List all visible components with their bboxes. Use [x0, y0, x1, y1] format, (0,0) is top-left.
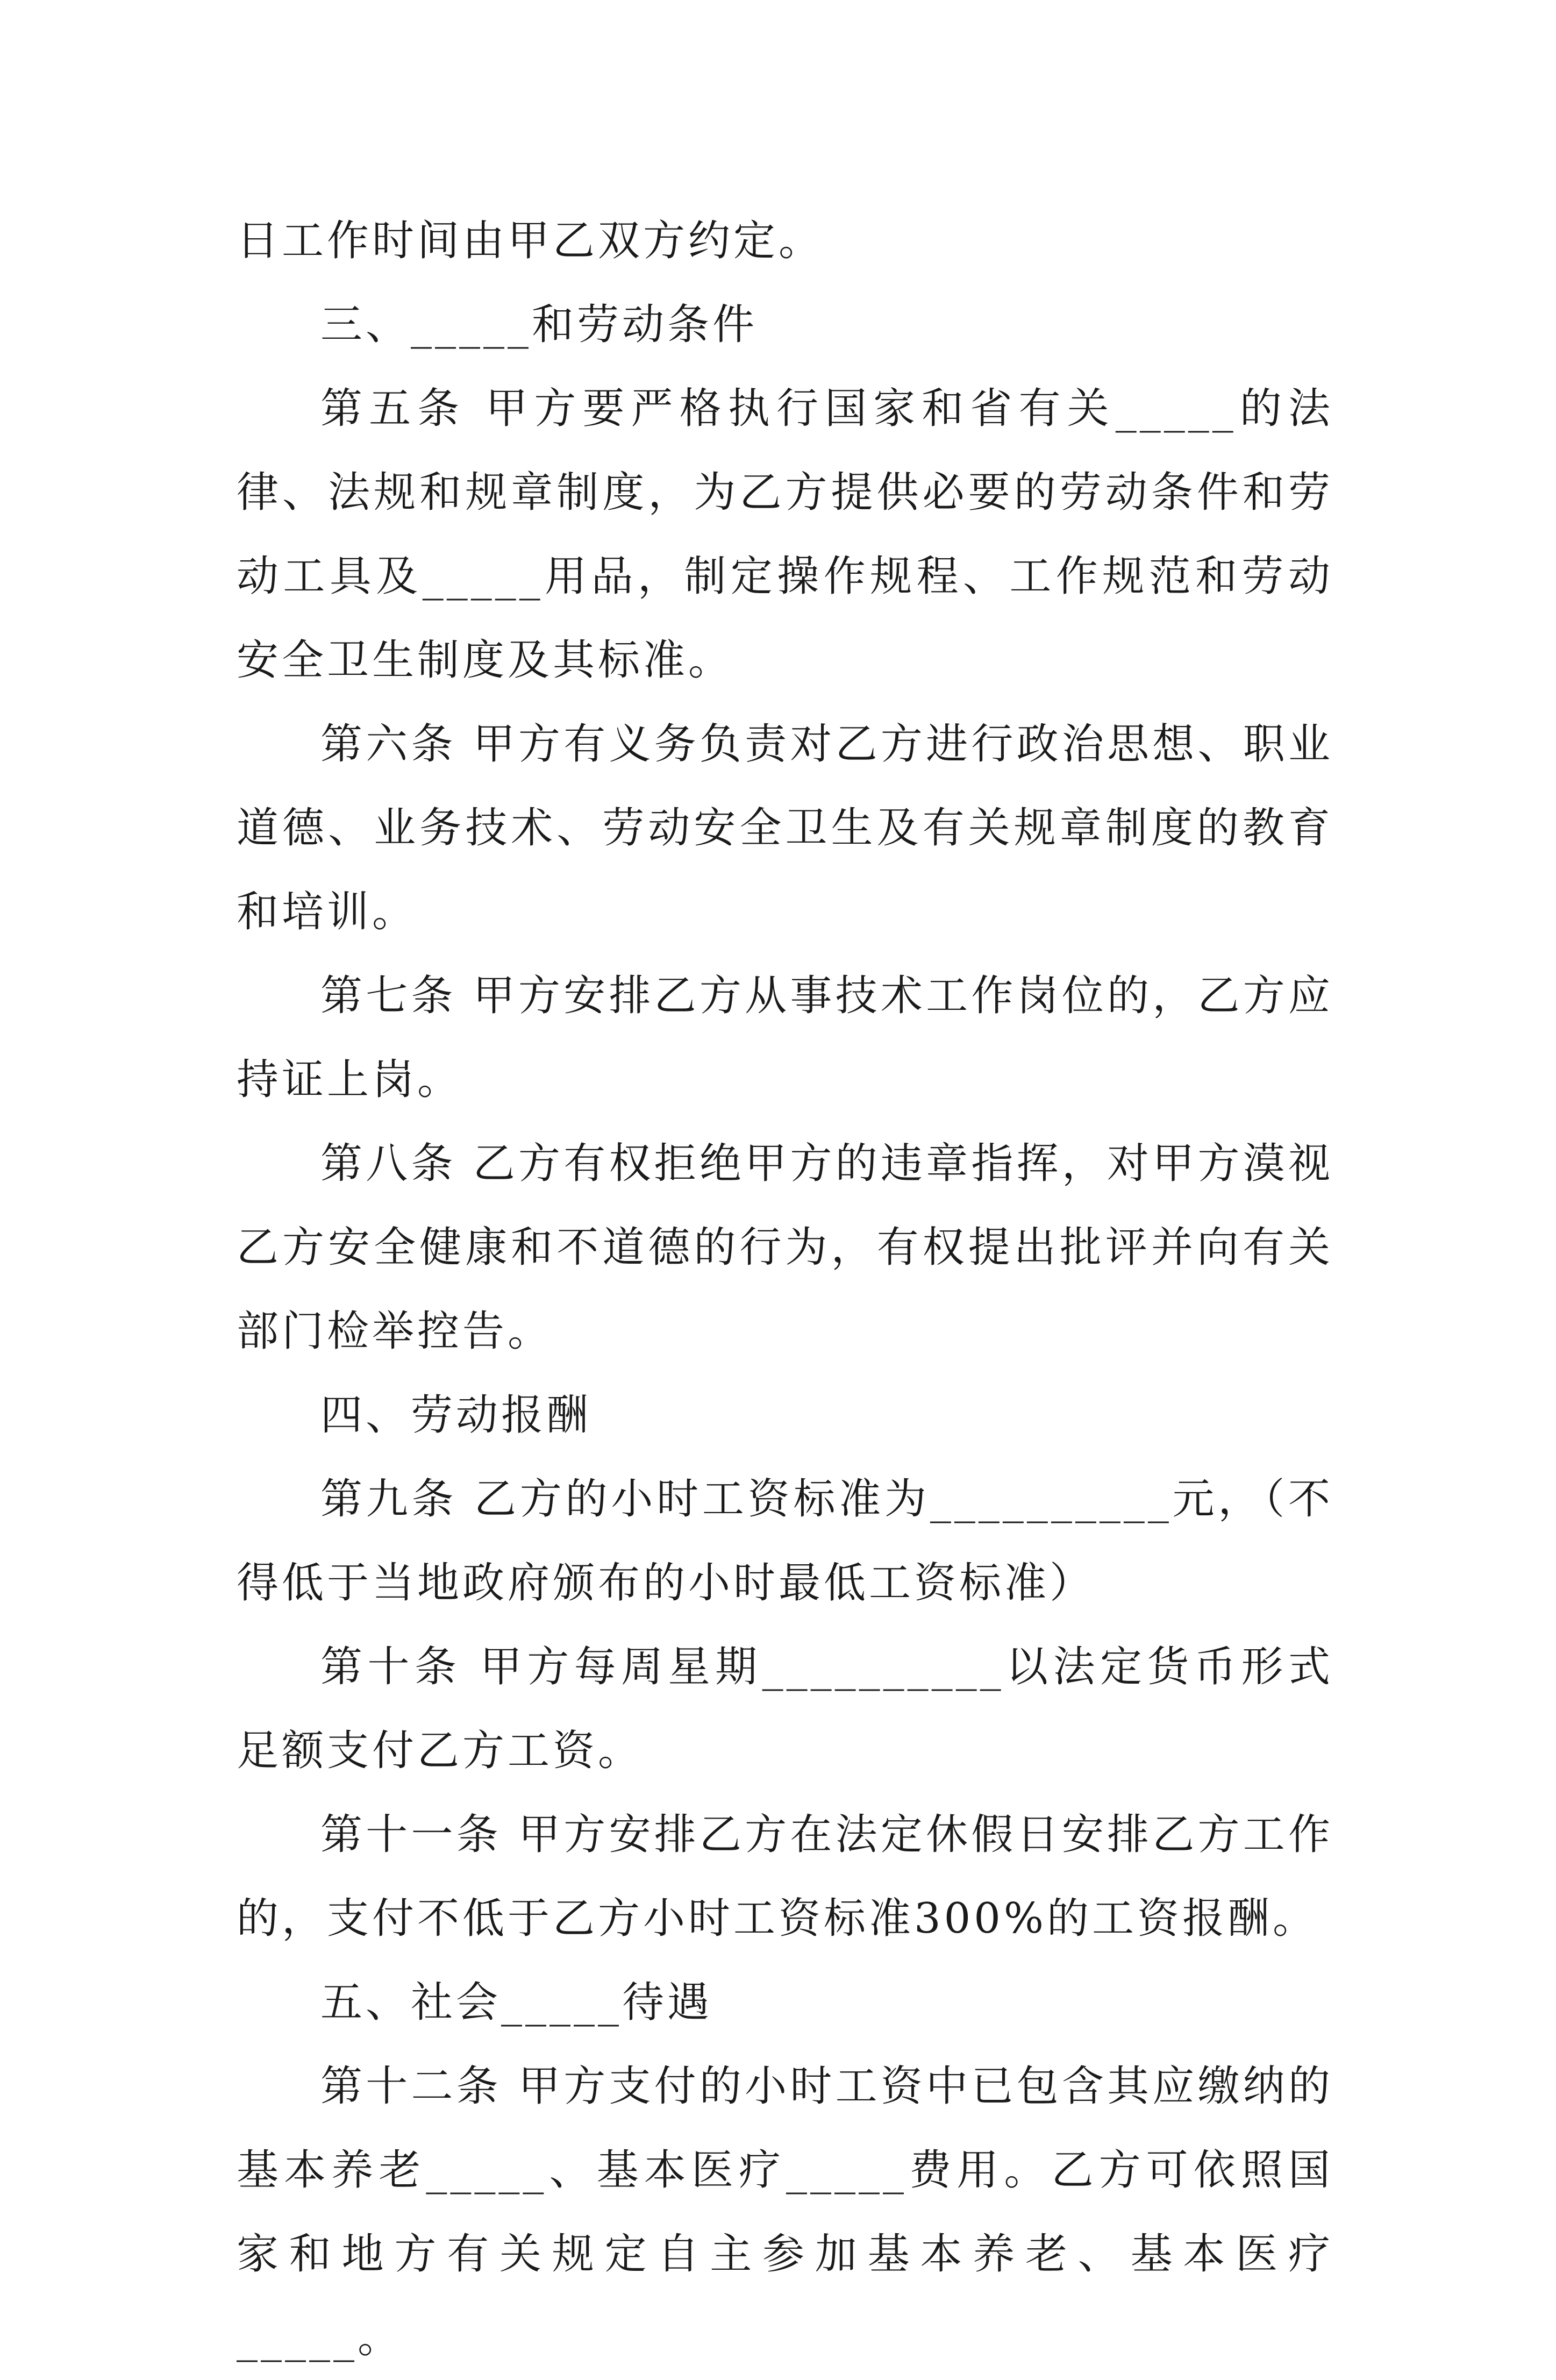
article-12: 第十二条 甲方支付的小时工资中已包含其应缴纳的基本养老_____、基本医疗_____费用。乙方可依照国家和地方有关规定自主参加基本养老、基本医疗_____。 — [237, 2062, 1333, 2362]
article-6: 第六条 甲方有义务负责对乙方进行政治思想、职业道德、业务技术、劳动安全卫生及有关规章制度的教育和培训。 — [237, 720, 1333, 936]
document-body — [237, 199, 1333, 2380]
article-5: 第五条 甲方要严格执行国家和省有关_____的法律、法规和规章制度，为乙方提供必要的劳动条件和劳动工具及_____用品，制定操作规程、工作规范和劳动安全卫生制度及其标准。 — [237, 384, 1333, 685]
article-11: 第十一条 甲方安排乙方在法定休假日安排乙方工作的，支付不低于乙方小时工资标准300%的工资报酬。 — [237, 1811, 1333, 1943]
section-heading-4: 四、劳动报酬 — [320, 1391, 592, 1440]
article-9: 第九条 乙方的小时工资标准为__________元，（不得低于当地政府颁布的小时最低工资标准） — [237, 1475, 1333, 1607]
article-7: 第七条 甲方安排乙方从事技术工作岗位的，乙方应持证上岗。 — [237, 972, 1333, 1104]
paragraph-1: 日工作时间由甲乙双方约定。 — [237, 217, 824, 265]
section-heading-3: 三、_____和劳动条件 — [320, 301, 758, 349]
article-10: 第十条 甲方每周星期__________以法定货币形式足额支付乙方工资。 — [237, 1643, 1333, 1775]
section-heading-5: 五、社会_____待遇 — [320, 1978, 713, 2027]
article-8: 第八条 乙方有权拒绝甲方的违章指挥，对甲方漠视乙方安全健康和不道德的行为，有权提出批评并向有关部门检举控告。 — [237, 1139, 1333, 1356]
